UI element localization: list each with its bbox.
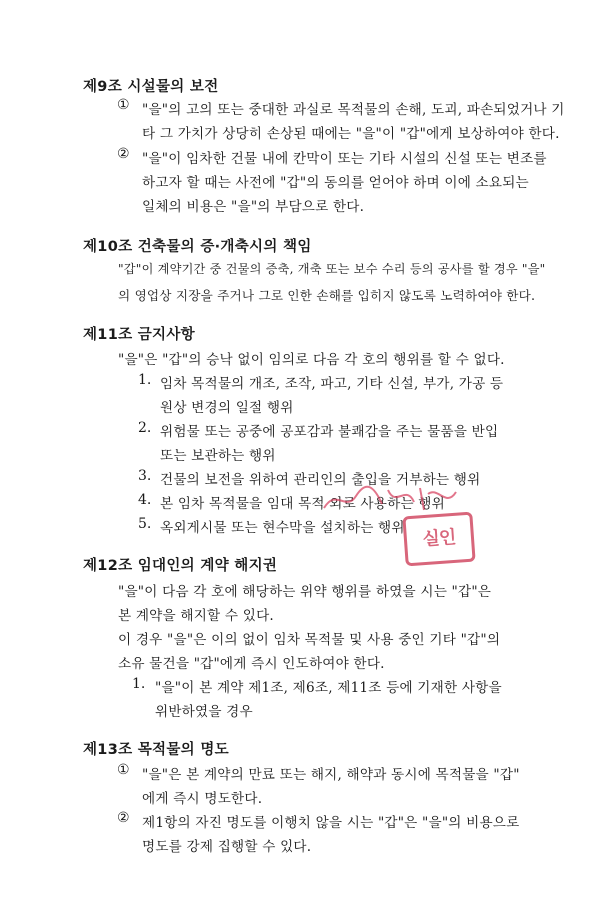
article-9-item-2-line-3: 일체의 비용은 "을"의 부담으로 한다. [142, 199, 365, 215]
article-9-item-2-line-1: "을"이 임차한 건물 내에 칸막이 또는 기타 시설의 신설 또는 변조를 [142, 151, 547, 167]
article-10-heading: 제10조 건축물의 증·개축시의 책임 [83, 239, 312, 255]
article-10-line-2: 의 영업상 지장을 주거나 그로 인한 손해를 입히지 않도록 노력하여야 한다. [118, 288, 536, 303]
article-12-item-1-line-2: 위반하였을 경우 [155, 704, 253, 720]
article-12-p1-line-1: "을"이 다음 각 호에 해당하는 위약 행위를 하였을 시는 "갑"은 [118, 584, 492, 600]
item-marker: ① [117, 97, 130, 113]
article-11-item-1-line-2: 원상 변경의 일절 행위 [160, 400, 294, 416]
item-marker: 1. [132, 676, 146, 692]
article-9-item-1-line-2: 타 그 가치가 상당히 손상된 때에는 "을"이 "갑"에게 보상하여야 한다. [142, 126, 560, 142]
article-11-item-2-line-2: 또는 보관하는 행위 [160, 448, 276, 464]
article-11-item-3: 건물의 보전을 위하여 관리인의 출입을 거부하는 행위 [160, 472, 481, 488]
article-9-item-2-line-2: 하고자 할 때는 사전에 "갑"의 동의를 얻어야 하며 이에 소요되는 [142, 175, 529, 191]
item-marker: 3. [138, 468, 152, 484]
article-11-item-4: 본 임차 목적물을 임대 목적 외로 사용하는 행위 [160, 496, 445, 512]
article-11-intro: "을"은 "갑"의 승낙 없이 임의로 다음 각 호의 행위를 할 수 없다. [118, 352, 505, 368]
article-13-heading: 제13조 목적물의 명도 [83, 742, 229, 758]
item-marker: ② [117, 810, 130, 826]
item-marker: ② [117, 146, 130, 162]
article-12-p2-line-1: 이 경우 "을"은 이의 없이 임차 목적물 및 사용 중인 기타 "갑"의 [118, 632, 501, 648]
article-12-item-1-line-1: "을"이 본 계약 제1조, 제6조, 제11조 등에 기재한 사항을 [155, 680, 502, 696]
item-marker: ① [117, 762, 130, 778]
article-12-p1-line-2: 본 계약을 해지할 수 있다. [118, 608, 274, 624]
article-9-item-1-line-1: "을"의 고의 또는 중대한 과실로 목적물의 손해, 도괴, 파손되었거나 기 [142, 102, 565, 118]
article-11-heading: 제11조 금지사항 [83, 327, 195, 343]
article-11-item-2-line-1: 위험물 또는 공중에 공포감과 불쾌감을 주는 물품을 반입 [160, 424, 499, 440]
article-9-heading: 제9조 시설물의 보전 [83, 79, 219, 95]
article-13-item-1-line-2: 에게 즉시 명도한다. [142, 791, 263, 807]
article-13-item-1-line-1: "을"은 본 계약의 만료 또는 해지, 해약과 동시에 목적물을 "갑" [142, 767, 520, 783]
article-13-item-2-line-1: 제1항의 자진 명도를 이행치 않을 시는 "갑"은 "을"의 비용으로 [142, 815, 520, 831]
article-11-item-1-line-1: 임차 목적물의 개조, 조작, 파고, 기타 신설, 부가, 가공 등 [160, 376, 504, 392]
item-marker: 4. [138, 492, 152, 508]
article-11-item-5: 옥외게시물 또는 현수막을 설치하는 행위 [160, 520, 405, 536]
article-12-p2-line-2: 소유 물건을 "갑"에게 즉시 인도하여야 한다. [118, 656, 385, 672]
article-13-item-2-line-2: 명도를 강제 집행할 수 있다. [142, 839, 312, 855]
seal-stamp: 실인 [402, 512, 475, 567]
item-marker: 5. [138, 516, 152, 532]
item-marker: 1. [138, 372, 152, 388]
article-10-line-1: "갑"이 계약기간 중 건물의 증축, 개축 또는 보수 수리 등의 공사를 할 경우 "을" [118, 262, 546, 276]
item-marker: 2. [138, 420, 152, 436]
article-12-heading: 제12조 임대인의 계약 해지권 [83, 558, 278, 574]
